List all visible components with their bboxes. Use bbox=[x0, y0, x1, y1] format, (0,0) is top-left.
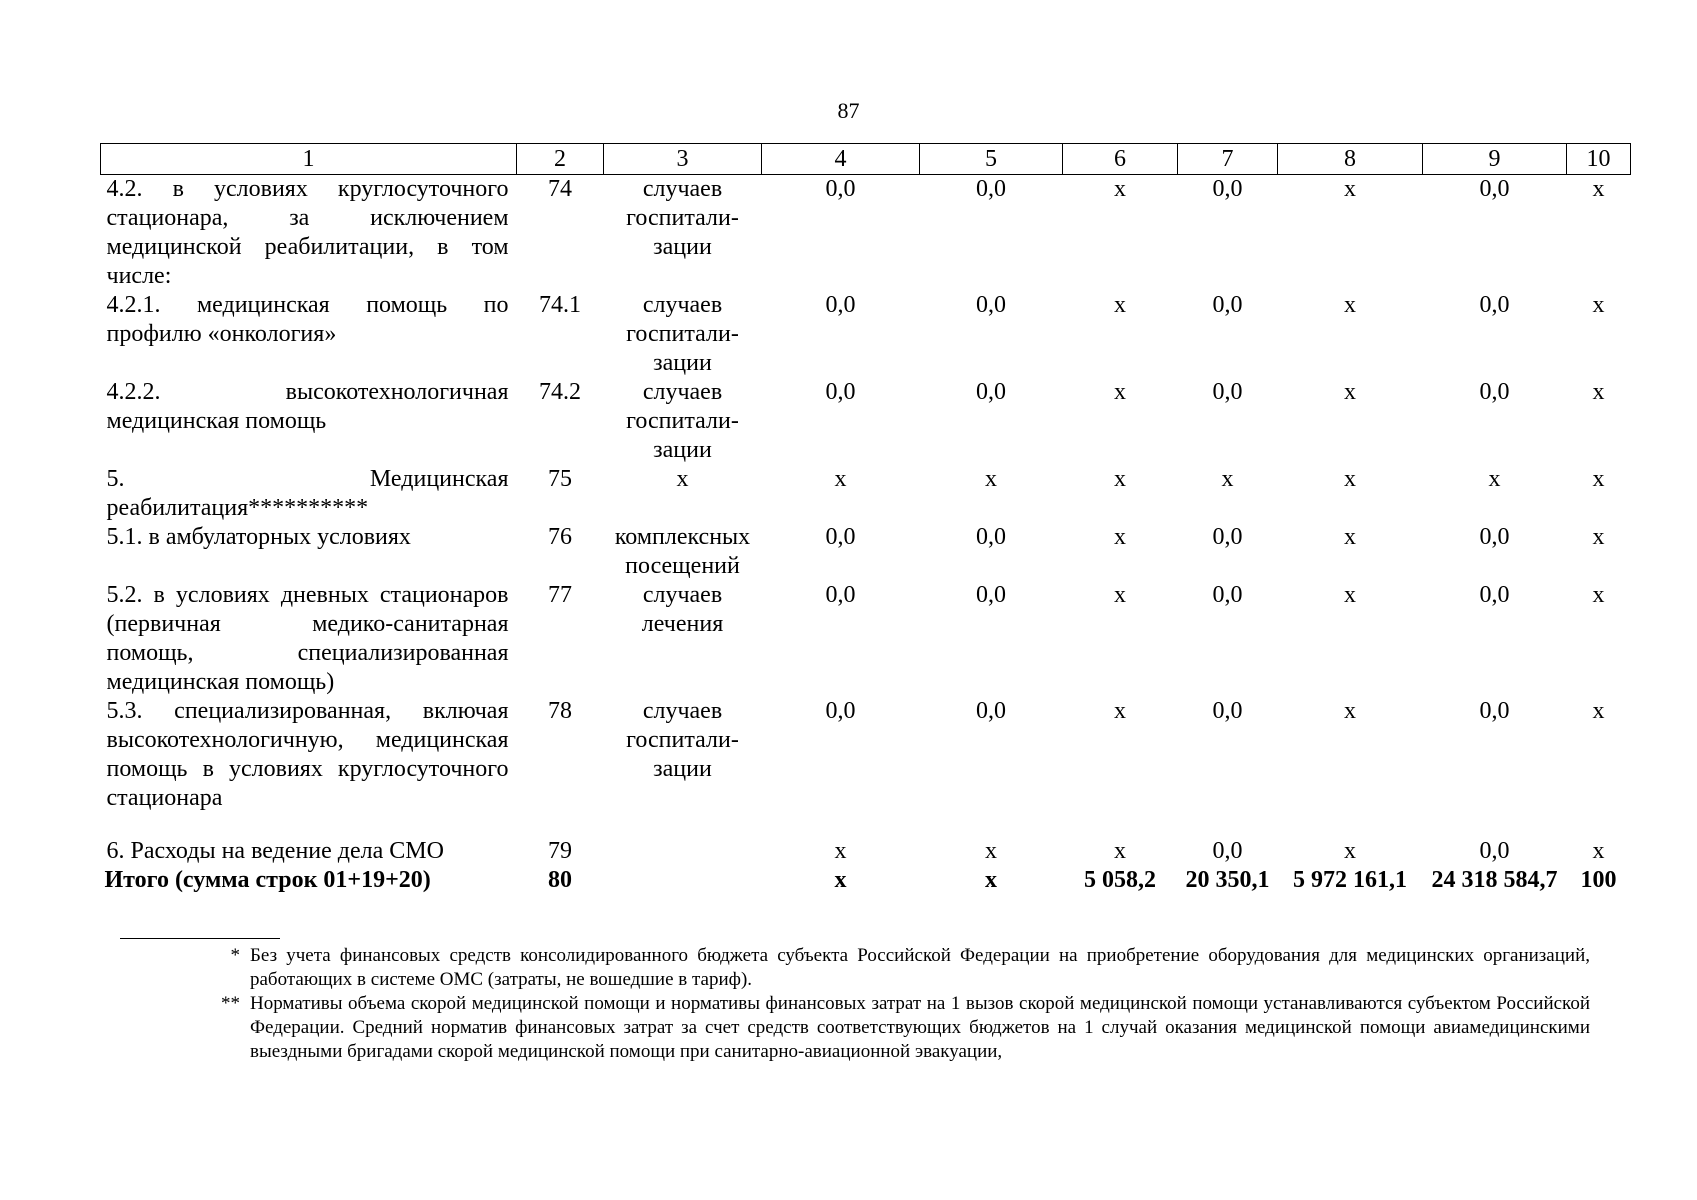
row-label: 5. Медицинская реабилитация********** bbox=[106, 466, 509, 521]
table-cell: 0,0 bbox=[825, 524, 856, 550]
total-row bbox=[101, 866, 1631, 895]
page-number: 87 bbox=[837, 98, 860, 123]
table-cell: 0,0 bbox=[825, 292, 856, 318]
header-row bbox=[101, 144, 1631, 175]
table-cell: 0,0 bbox=[1212, 582, 1243, 608]
column-header: 10 bbox=[1567, 144, 1631, 175]
footnote-text: Без учета финансовых средств консолидированного бюджета субъекта Российской Федерации на приобретение оборудования для медицинских организаций, работающих в системе ОМС (затраты, не вошедшие в тариф). bbox=[250, 945, 1590, 990]
total-cell: x bbox=[834, 867, 847, 893]
table-cell: x bbox=[1114, 582, 1126, 608]
table-cell: 0,0 bbox=[1479, 292, 1510, 318]
unit-cell: комплексных посещений bbox=[614, 524, 751, 579]
table-cell: x bbox=[1344, 698, 1356, 724]
table-cell: 0,0 bbox=[825, 582, 856, 608]
table-cell: x bbox=[1114, 379, 1126, 405]
table-cell: x bbox=[1114, 292, 1126, 318]
table-row bbox=[101, 523, 1631, 581]
table-cell: x bbox=[1592, 176, 1605, 202]
unit-cell bbox=[604, 837, 762, 866]
footnote bbox=[190, 992, 1590, 1064]
total-cell: x bbox=[985, 867, 997, 893]
table-row bbox=[101, 378, 1631, 465]
row-code: 74.2 bbox=[539, 379, 581, 405]
column-header: 8 bbox=[1278, 144, 1423, 175]
row-code: 78 bbox=[548, 698, 572, 724]
column-header: 3 bbox=[604, 144, 762, 175]
row-code: 74.1 bbox=[539, 292, 581, 318]
table-cell: x bbox=[1592, 466, 1605, 492]
table-cell: x bbox=[1592, 698, 1605, 724]
table-cell: x bbox=[1344, 379, 1356, 405]
table-cell: 0,0 bbox=[1479, 379, 1510, 405]
total-cell: 5 058,2 bbox=[1084, 867, 1156, 893]
column-header: 2 bbox=[517, 144, 604, 175]
row-label: 4.2.2. высокотехнологичная медицинская помощь bbox=[106, 379, 509, 434]
footnote-text: Нормативы объема скорой медицинской помощи и нормативы финансовых затрат на 1 вызов скорой медицинской помощи устанавливаются субъектом Российской Федерации. Средний норматив финансовых затрат за счет средств соответствующих бюджетов на 1 случай оказания медицинской помощи авиамедицинскими выездными бригадами скорой медицинской помощи при санитарно-авиационной эвакуации, bbox=[250, 993, 1590, 1062]
column-header: 6 bbox=[1063, 144, 1178, 175]
row-code: 75 bbox=[548, 466, 572, 492]
table-cell: 0,0 bbox=[976, 379, 1006, 405]
unit-cell: случаев госпитали-зации bbox=[626, 176, 739, 260]
table-cell: x bbox=[1344, 524, 1356, 550]
unit-cell: случаев лечения bbox=[641, 582, 724, 637]
table-cell: 0,0 bbox=[1212, 698, 1243, 724]
table-cell: x bbox=[1592, 524, 1605, 550]
unit-cell: случаев госпитали-зации bbox=[626, 698, 739, 782]
table-cell: 0,0 bbox=[976, 582, 1006, 608]
table-cell: 0,0 bbox=[1479, 582, 1510, 608]
table-cell: x bbox=[1114, 698, 1126, 724]
table-cell: x bbox=[834, 838, 847, 864]
table-cell: 0,0 bbox=[1479, 698, 1510, 724]
table-cell: x bbox=[1592, 838, 1605, 864]
unit-cell: x bbox=[676, 466, 689, 492]
table-cell: 0,0 bbox=[976, 524, 1006, 550]
row-code: 76 bbox=[548, 524, 572, 550]
table-cell: x bbox=[1592, 379, 1605, 405]
column-header: 1 bbox=[101, 144, 517, 175]
total-cell: 20 350,1 bbox=[1185, 867, 1270, 893]
row-code: 77 bbox=[548, 582, 572, 608]
table-cell: x bbox=[1488, 466, 1501, 492]
column-header: 4 bbox=[762, 144, 920, 175]
table-row bbox=[101, 465, 1631, 523]
table-cell: x bbox=[1344, 176, 1356, 202]
table-cell: x bbox=[985, 838, 997, 864]
table-cell: 0,0 bbox=[1212, 379, 1243, 405]
table-cell: x bbox=[1114, 466, 1126, 492]
table-cell: x bbox=[1114, 524, 1126, 550]
table-row bbox=[101, 837, 1631, 866]
table-cell: 0,0 bbox=[825, 698, 856, 724]
row-label: 4.2.1. медицинская помощь по профилю «онкология» bbox=[106, 292, 509, 347]
row-label: 4.2. в условиях круглосуточного стационара, за исключением медицинской реабилитации, в том числе: bbox=[106, 176, 509, 289]
row-label: 5.1. в амбулаторных условиях bbox=[106, 524, 411, 550]
table-row bbox=[101, 291, 1631, 378]
row-code: 79 bbox=[548, 838, 572, 864]
table-cell: 0,0 bbox=[1479, 524, 1510, 550]
total-cell bbox=[604, 866, 762, 895]
table-cell: x bbox=[1114, 176, 1126, 202]
table-cell: 0,0 bbox=[976, 698, 1006, 724]
column-header: 9 bbox=[1423, 144, 1567, 175]
table-cell: 0,0 bbox=[1479, 176, 1510, 202]
total-cell: 100 bbox=[1580, 867, 1617, 893]
total-label: Итого (сумма строк 01+19+20) bbox=[104, 867, 431, 893]
total-cell: 24 318 584,7 bbox=[1431, 867, 1558, 893]
table-cell: x bbox=[1592, 292, 1605, 318]
table-cell: 0,0 bbox=[1212, 838, 1243, 864]
column-header: 5 bbox=[920, 144, 1063, 175]
footnote-divider bbox=[120, 938, 280, 939]
total-code: 80 bbox=[548, 867, 572, 893]
table-cell: 0,0 bbox=[1212, 292, 1243, 318]
footnotes bbox=[190, 944, 1590, 1064]
table-cell: x bbox=[985, 466, 997, 492]
table-cell: 0,0 bbox=[1212, 176, 1243, 202]
table-cell: x bbox=[1344, 582, 1356, 608]
table-cell: 0,0 bbox=[825, 176, 856, 202]
row-label: 6. Расходы на ведение дела СМО bbox=[106, 838, 444, 864]
table-cell: x bbox=[834, 466, 847, 492]
column-header: 7 bbox=[1178, 144, 1278, 175]
table-cell: x bbox=[1114, 838, 1126, 864]
row-code: 74 bbox=[548, 176, 572, 202]
table-cell: x bbox=[1592, 582, 1605, 608]
table-cell: x bbox=[1221, 466, 1234, 492]
footnote bbox=[190, 944, 1590, 992]
table-row bbox=[101, 697, 1631, 813]
unit-cell: случаев госпитали-зации bbox=[626, 292, 739, 376]
unit-cell: случаев госпитали-зации bbox=[626, 379, 739, 463]
spacer-cell bbox=[101, 813, 1631, 837]
table-cell: 0,0 bbox=[1479, 838, 1510, 864]
table-row bbox=[101, 581, 1631, 697]
table-cell: 0,0 bbox=[976, 176, 1006, 202]
spacer-row bbox=[101, 813, 1631, 837]
row-label: 5.3. специализированная, включая высокотехнологичную, медицинская помощь в условиях круглосуточного стационара bbox=[106, 698, 509, 811]
table-cell: x bbox=[1344, 838, 1356, 864]
table-cell: x bbox=[1344, 466, 1356, 492]
table-cell: 0,0 bbox=[825, 379, 856, 405]
table-row bbox=[101, 175, 1631, 292]
data-table bbox=[100, 143, 1631, 895]
table-cell: 0,0 bbox=[1212, 524, 1243, 550]
table-cell: x bbox=[1344, 292, 1356, 318]
total-cell: 5 972 161,1 bbox=[1293, 867, 1407, 893]
footnote-mark: * bbox=[230, 945, 240, 966]
row-label: 5.2. в условиях дневных стационаров (первичная медико-санитарная помощь, специализированная медицинская помощь) bbox=[106, 582, 509, 695]
table-cell: 0,0 bbox=[976, 292, 1006, 318]
footnote-mark: ** bbox=[221, 993, 240, 1014]
